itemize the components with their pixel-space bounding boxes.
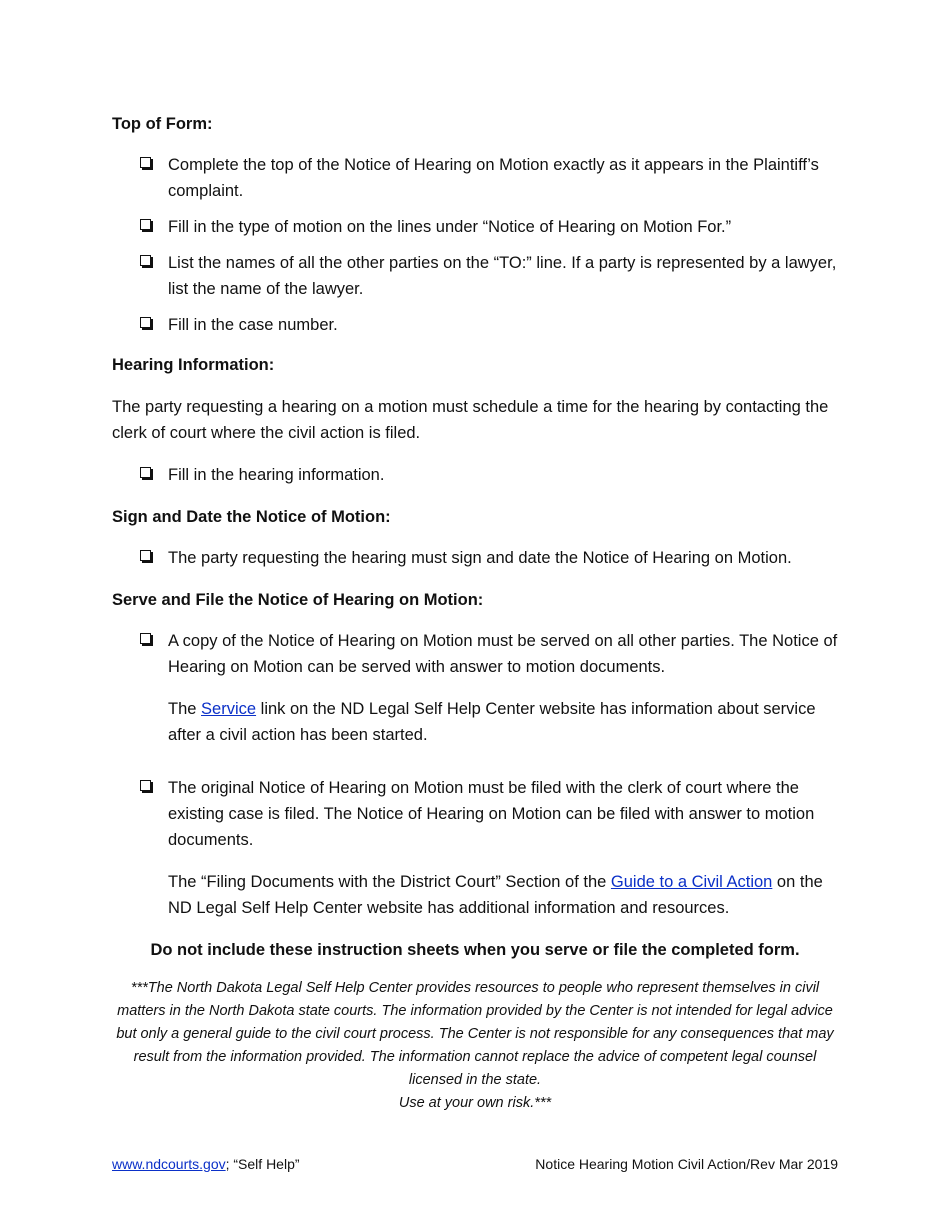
heading-serve-file: Serve and File the Notice of Hearing on Motion:: [112, 591, 484, 609]
footer-left: www.ndcourts.gov; “Self Help”: [112, 1156, 300, 1172]
hearing-paragraph: The party requesting a hearing on a motion must schedule a time for the hearing by contacting the clerk of court where the civil action is filed.: [112, 398, 829, 442]
heading-hearing-information: Hearing Information:: [112, 356, 275, 374]
checklist-item: Fill in the hearing information.: [140, 462, 838, 488]
footer: [112, 1155, 838, 1173]
checklist-item: Complete the top of the Notice of Hearing on Motion exactly as it appears in the Plaintiff’s complaint.: [140, 152, 838, 204]
checkbox-icon: [140, 467, 151, 478]
service-link[interactable]: Service: [201, 700, 257, 718]
checkbox-icon: [140, 633, 151, 644]
filing-note: The “Filing Documents with the District Court” Section of the Guide to a Civil Action on the ND Legal Self Help Center website has additional information and resources.: [168, 873, 823, 917]
checkbox-icon: [140, 157, 151, 168]
checkbox-icon: [140, 780, 151, 791]
checkbox-icon: [140, 550, 151, 561]
do-not-include-notice: Do not include these instruction sheets when you serve or file the completed form.: [150, 941, 800, 959]
footer-form-id: Notice Hearing Motion Civil Action/Rev Mar 2019: [535, 1156, 838, 1172]
checklist-item: List the names of all the other parties on the “TO:” line. If a party is represented by a lawyer, list the name of the lawyer.: [140, 250, 838, 302]
disclaimer: ***The North Dakota Legal Self Help Center provides resources to people who represent themselves in civil matters in the North Dakota state courts. The information provided by the Center is not intended for legal advice but only a general guide to the civil court process. The Center is not responsible for any consequences that may result from the information provided. The information cannot replace the advice of competent legal counsel licensed in the state. Use at your own risk.***: [116, 980, 834, 1111]
checklist-item: The original Notice of Hearing on Motion must be filed with the clerk of court where the existing case is filed. The Notice of Hearing on Motion can be filed with answer to motion documents.: [140, 775, 838, 853]
checklist-item: Fill in the case number.: [140, 312, 838, 338]
checkbox-icon: [140, 219, 151, 230]
heading-sign-date: Sign and Date the Notice of Motion:: [112, 508, 391, 526]
ndcourts-link[interactable]: www.ndcourts.gov: [112, 1156, 226, 1172]
service-note: The Service link on the ND Legal Self Help Center website has information about service after a civil action has been started.: [168, 700, 816, 744]
heading-top-of-form: Top of Form:: [112, 115, 213, 133]
checklist-item: Fill in the type of motion on the lines under “Notice of Hearing on Motion For.”: [140, 214, 838, 240]
checklist-item: The party requesting the hearing must sign and date the Notice of Hearing on Motion.: [140, 545, 838, 571]
checkbox-icon: [140, 255, 151, 266]
checkbox-icon: [140, 317, 151, 328]
guide-civil-action-link[interactable]: Guide to a Civil Action: [610, 873, 773, 891]
checklist-item: A copy of the Notice of Hearing on Motion must be served on all other parties. The Notice of Hearing on Motion can be served with answer to motion documents.: [140, 628, 838, 680]
